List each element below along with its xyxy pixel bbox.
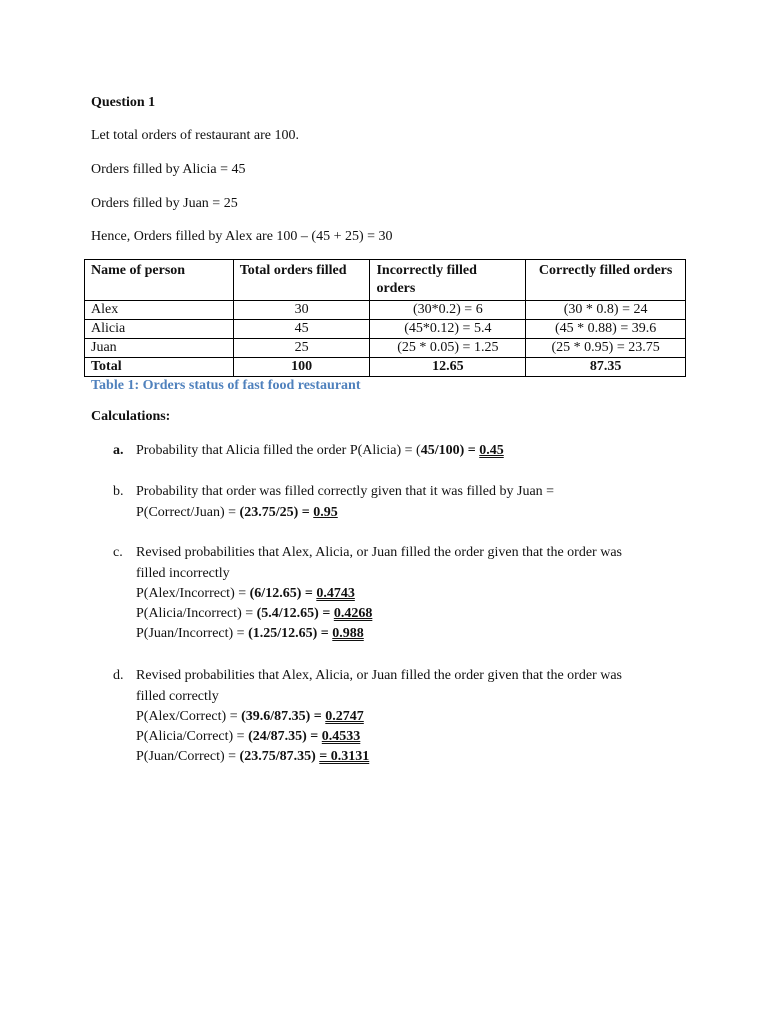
item-marker-d: d.: [113, 668, 124, 683]
table-cell: (30*0.2) = 6: [370, 301, 526, 320]
table-cell: 25: [233, 339, 370, 358]
item-c-row-bold: (5.4/12.65) =: [256, 606, 334, 621]
table-row: [85, 301, 686, 320]
table-header: Incorrectly filled orders: [370, 260, 526, 301]
item-d-line2: filled correctly: [136, 689, 219, 704]
item-a-answer: 0.45: [479, 443, 504, 458]
table-cell: 87.35: [526, 358, 686, 377]
item-d-row-alicia: [136, 729, 360, 745]
intro-line-alex: Hence, Orders filled by Alex are 100 – (45 + 25) = 30: [91, 229, 393, 244]
table-row: [85, 320, 686, 339]
table-cell: (45 * 0.88) = 39.6: [526, 320, 686, 339]
item-d-row-text: P(Alicia/Correct) =: [136, 729, 249, 744]
intro-line-juan: Orders filled by Juan = 25: [91, 196, 238, 211]
intro-line-alicia: Orders filled by Alicia = 45: [91, 162, 246, 177]
table-cell: 30: [233, 301, 370, 320]
item-c-row-text: P(Alicia/Incorrect) =: [136, 606, 257, 621]
table-header: Name of person: [85, 260, 234, 301]
orders-table: [84, 259, 686, 377]
item-c-row-alicia: [136, 606, 372, 622]
item-d-row-bold: (24/87.35) =: [248, 729, 322, 744]
table-cell: 100: [233, 358, 370, 377]
item-c-row-answer: 0.988: [332, 626, 364, 641]
table-cell: Alicia: [85, 320, 234, 339]
item-marker-b: b.: [113, 484, 124, 499]
item-d-row-answer: = 0.3131: [319, 749, 370, 764]
table-cell: 45: [233, 320, 370, 339]
item-c-row-bold: (6/12.65) =: [249, 586, 317, 601]
item-d-row-alex: [136, 709, 364, 725]
table-cell: Total: [85, 358, 234, 377]
item-c-row-answer: 0.4743: [316, 586, 355, 601]
item-d-row-text: P(Juan/Correct) =: [136, 749, 240, 764]
table-caption: Table 1: Orders status of fast food restaurant: [91, 378, 361, 393]
table-header: Correctly filled orders: [526, 260, 686, 301]
table-header: Total orders filled: [233, 260, 370, 301]
item-d-line1: Revised probabilities that Alex, Alicia, or Juan filled the order given that the order was: [136, 668, 622, 683]
table-cell: Juan: [85, 339, 234, 358]
table-cell: (25 * 0.95) = 23.75: [526, 339, 686, 358]
item-c-row-answer: 0.4268: [333, 606, 373, 621]
item-c-row-alex: [136, 586, 355, 602]
item-d-row-bold: (39.6/87.35) =: [241, 709, 326, 724]
question-title: Question 1: [91, 95, 156, 110]
item-d-row-answer: 0.2747: [325, 709, 364, 724]
table-cell: (25 * 0.05) = 1.25: [370, 339, 526, 358]
item-a-text: Probability that Alicia filled the order P(Alicia) = (: [136, 443, 421, 458]
item-c-line1: Revised probabilities that Alex, Alicia, or Juan filled the order given that the order was: [136, 545, 622, 560]
calculations-heading: Calculations:: [91, 409, 171, 424]
table-cell: (30 * 0.8) = 24: [526, 301, 686, 320]
item-b-line1: Probability that order was filled correctly given that it was filled by Juan =: [136, 484, 555, 499]
table-cell: (45*0.12) = 5.4: [370, 320, 526, 339]
item-c-row-juan: [136, 626, 364, 642]
item-c-row-bold: (1.25/12.65) =: [248, 626, 333, 641]
item-d-row-juan: [136, 749, 369, 765]
item-b-line2: [136, 505, 338, 521]
item-b-bold: (23.75/25) =: [239, 505, 314, 520]
intro-line-total: Let total orders of restaurant are 100.: [91, 128, 299, 143]
item-marker-a: a.: [113, 443, 124, 458]
item-marker-c: c.: [113, 545, 123, 560]
item-c-row-text: P(Juan/Incorrect) =: [136, 626, 249, 641]
item-b-answer: 0.95: [313, 505, 338, 520]
item-c-row-text: P(Alex/Incorrect) =: [136, 586, 250, 601]
table-header-row: [85, 260, 686, 301]
item-a-bold: 45/100) =: [420, 443, 480, 458]
item-a-line: [136, 443, 504, 459]
item-c-line2: filled incorrectly: [136, 566, 230, 581]
table-cell: 12.65: [370, 358, 526, 377]
item-b-text: P(Correct/Juan) =: [136, 505, 240, 520]
item-d-row-bold: (23.75/87.35): [239, 749, 320, 764]
table-total-row: [85, 358, 686, 377]
item-d-row-answer: 0.4533: [321, 729, 361, 744]
table-row: [85, 339, 686, 358]
table-cell: Alex: [85, 301, 234, 320]
item-d-row-text: P(Alex/Correct) =: [136, 709, 242, 724]
